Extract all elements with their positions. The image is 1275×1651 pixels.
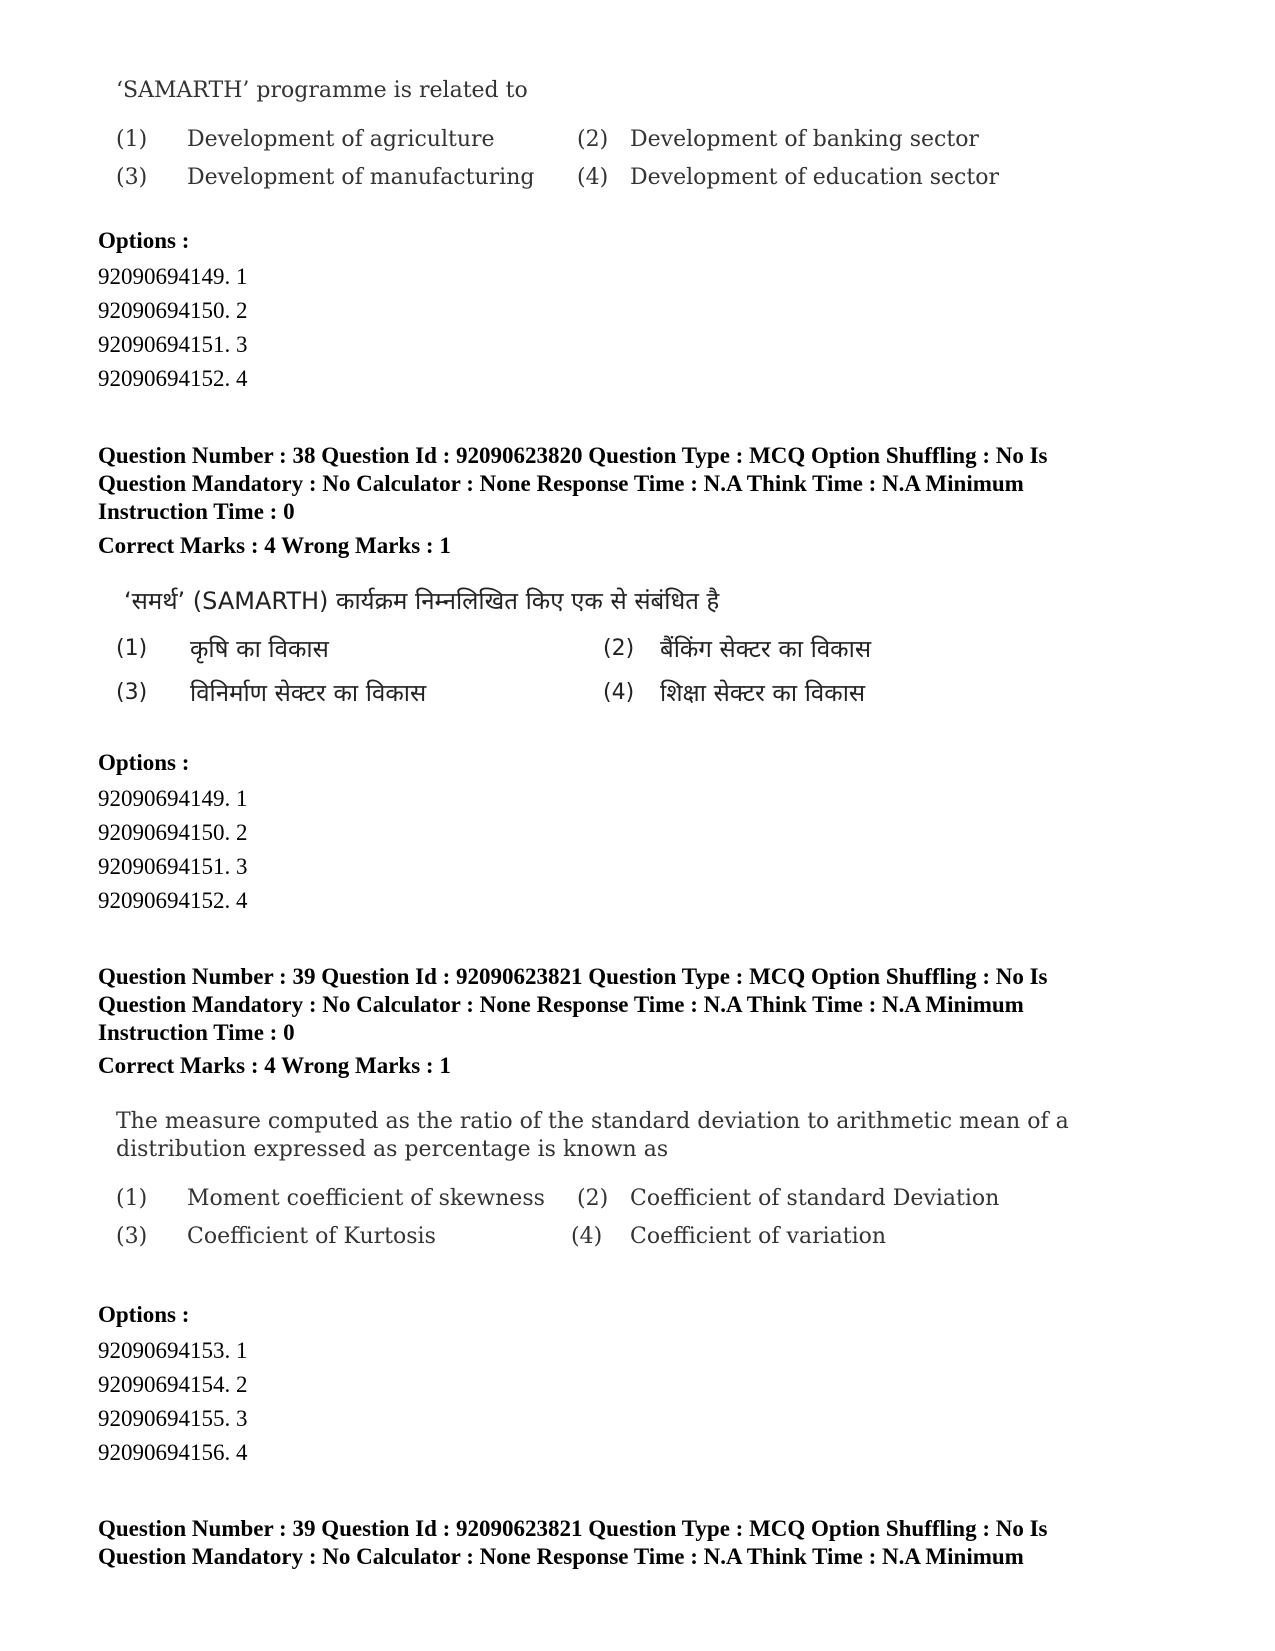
choice-text: Coefficient of standard Deviation	[630, 1186, 1000, 1211]
choice-text: कृषि का विकास	[190, 635, 329, 663]
option-item: 92090694152. 4	[98, 366, 248, 391]
choice-number: (4)	[571, 1224, 603, 1249]
option-item: 92090694156. 4	[98, 1440, 248, 1465]
option-item: 92090694151. 3	[98, 332, 248, 357]
choice-number: (2)	[603, 636, 635, 661]
meta-line: Question Mandatory : No Calculator : None Response Time : N.A Think Time : N.A Minimum	[98, 1544, 1024, 1569]
question-marks-q39: Correct Marks : 4 Wrong Marks : 1	[98, 1053, 451, 1078]
choice-number: (3)	[116, 165, 148, 190]
choice-number: (1)	[116, 127, 148, 152]
meta-line: Question Mandatory : No Calculator : None Response Time : N.A Think Time : N.A Minimum	[98, 471, 1024, 496]
choice-text: Development of education sector	[630, 165, 999, 190]
choice-text: Development of agriculture	[187, 127, 495, 152]
question-stem: ‘SAMARTH’ programme is related to	[116, 78, 528, 103]
option-item: 92090694150. 2	[98, 298, 248, 323]
choice-text: Coefficient of variation	[630, 1224, 887, 1249]
question-image-q37	[0, 0, 1275, 200]
meta-line: Question Mandatory : No Calculator : None Response Time : N.A Think Time : N.A Minimum	[98, 992, 1024, 1017]
choice-text: Coefficient of Kurtosis	[187, 1224, 436, 1249]
option-item: 92090694149. 1	[98, 264, 248, 289]
choice-text: Development of banking sector	[630, 127, 979, 152]
choice-text: शिक्षा सेक्टर का विकास	[660, 679, 866, 707]
meta-line: Question Number : 39 Question Id : 92090623821 Question Type : MCQ Option Shuffling : No Is	[98, 1516, 1048, 1541]
choice-number: (2)	[577, 127, 609, 152]
choice-number: (4)	[577, 165, 609, 190]
question-image-q39	[0, 1100, 1275, 1250]
question-meta-q39-repeat	[98, 1515, 1198, 1571]
choice-number: (3)	[116, 1224, 148, 1249]
choice-number: (3)	[116, 680, 148, 705]
meta-line: Instruction Time : 0	[98, 499, 295, 524]
options-heading: Options :	[98, 750, 190, 775]
question-stem-line: distribution expressed as percentage is known as	[116, 1137, 669, 1162]
choice-number: (2)	[577, 1186, 609, 1211]
question-marks-q38: Correct Marks : 4 Wrong Marks : 1	[98, 533, 451, 558]
choice-text: विनिर्माण सेक्टर का विकास	[190, 679, 427, 707]
options-list	[98, 1334, 248, 1470]
options-heading: Options :	[98, 1302, 190, 1327]
choice-text: Development of manufacturing	[187, 165, 535, 190]
meta-line: Question Number : 39 Question Id : 92090623821 Question Type : MCQ Option Shuffling : No Is	[98, 964, 1048, 989]
choice-number: (4)	[603, 680, 635, 705]
option-item: 92090694154. 2	[98, 1372, 248, 1397]
question-meta-q38	[98, 442, 1198, 526]
option-item: 92090694153. 1	[98, 1338, 248, 1363]
options-list	[98, 782, 248, 918]
option-item: 92090694152. 4	[98, 888, 248, 913]
options-list	[98, 260, 248, 396]
meta-line: Question Number : 38 Question Id : 92090623820 Question Type : MCQ Option Shuffling : No Is	[98, 443, 1048, 468]
option-item: 92090694151. 3	[98, 854, 248, 879]
option-item: 92090694150. 2	[98, 820, 248, 845]
choice-text: बैंकिंग सेक्टर का विकास	[660, 635, 872, 663]
question-stem-line: The measure computed as the ratio of the standard deviation to arithmetic mean of a	[116, 1109, 1069, 1134]
option-item: 92090694155. 3	[98, 1406, 248, 1431]
question-meta-q39	[98, 963, 1198, 1047]
question-stem: ‘समर्थ’ (SAMARTH) कार्यक्रम निम्नलिखित किए एक से संबंधित है	[124, 587, 720, 615]
option-item: 92090694149. 1	[98, 786, 248, 811]
options-heading: Options :	[98, 228, 190, 253]
choice-number: (1)	[116, 636, 148, 661]
choice-text: Moment coefficient of skewness	[187, 1186, 545, 1211]
question-image-q38	[0, 580, 1275, 720]
meta-line: Instruction Time : 0	[98, 1020, 295, 1045]
choice-number: (1)	[116, 1186, 148, 1211]
